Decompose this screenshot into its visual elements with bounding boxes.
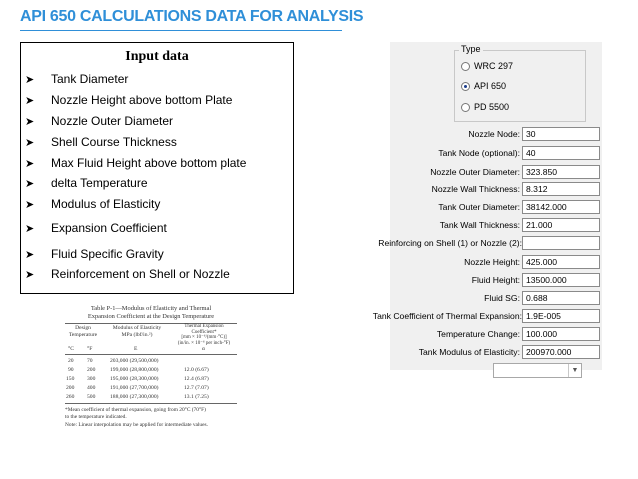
table-footnote: *Mean coefficient of thermal expansion, going from 20°C (70°F): [65, 407, 206, 413]
fluid-sg-label: Fluid SG:: [484, 293, 520, 303]
table-cell: 200: [87, 367, 96, 373]
table-cell: 200: [66, 385, 75, 391]
arrow-bullet-icon: ➤: [25, 74, 35, 86]
list-item: ➤ Shell Course Thickness: [25, 135, 177, 149]
list-item: ➤ Modulus of Elasticity: [25, 197, 161, 211]
table-cell: 12.0 (6.67): [184, 367, 209, 373]
nozzle-flex-dialog: [372, 42, 602, 374]
table-footnote: Note: Linear interpolation may be applied for intermediate values.: [65, 422, 208, 428]
table-cell: 90: [68, 367, 74, 373]
reinforcing-label: Reinforcing on Shell (1) or Nozzle (2):: [378, 238, 522, 248]
temperature-change-input[interactable]: 100.000: [522, 327, 600, 341]
arrow-bullet-icon: ➤: [25, 95, 35, 107]
radio-api650[interactable]: API 650: [461, 81, 506, 91]
table-cell: 12.4 (6.87): [184, 376, 209, 382]
list-item: ➤ Expansion Coefficient: [25, 221, 167, 235]
nozzle-node-input[interactable]: 30: [522, 127, 600, 141]
list-item: ➤ delta Temperature: [25, 176, 148, 190]
page-title: API 650 CALCULATIONS DATA FOR ANALYSIS: [20, 8, 364, 25]
arrow-bullet-icon: ➤: [25, 199, 35, 211]
arrow-bullet-icon: ➤: [25, 269, 35, 281]
tank-modulus-label: Tank Modulus of Elasticity:: [418, 347, 520, 357]
table-cell: 13.1 (7.25): [184, 394, 209, 400]
table-cell: 300: [87, 376, 96, 382]
unit-alpha: α: [202, 346, 205, 352]
chevron-down-icon[interactable]: ▼: [568, 364, 581, 377]
input-data-box: [20, 42, 294, 294]
radio-icon: [461, 62, 470, 71]
tank-wall-label: Tank Wall Thickness:: [439, 220, 520, 230]
table-cell: 500: [87, 394, 96, 400]
nozzle-height-label: Nozzle Height:: [464, 257, 520, 267]
title-underline: [20, 30, 342, 31]
list-item: ➤ Tank Diameter: [25, 72, 129, 86]
col-header-expansion: Thermal Expansion Coefficient* [mm × 10⁻⁶/(mm·°C)] (in/in. × 10⁻⁶ per inch-°F): [177, 324, 231, 346]
table-rule: [65, 403, 237, 404]
radio-wrc297[interactable]: WRC 297: [461, 61, 513, 71]
table-cell: 188,000 (27,300,000): [110, 394, 159, 400]
radio-pd5500[interactable]: PD 5500: [461, 102, 509, 112]
table-caption: Table P-1—Modulus of Elasticity and Thermal: [90, 305, 212, 312]
table-cell: 150: [66, 376, 75, 382]
radio-selected-icon: [461, 82, 470, 91]
table-cell: 195,000 (28,300,000): [110, 376, 159, 382]
nozzle-node-label: Nozzle Node:: [468, 129, 520, 139]
nozzle-od-input[interactable]: 323.850: [522, 165, 600, 179]
arrow-bullet-icon: ➤: [25, 158, 35, 170]
table-cell: 203,000 (29,500,000): [110, 358, 159, 364]
unit-e: E: [134, 346, 138, 352]
nozzle-height-input[interactable]: 425.000: [522, 255, 600, 269]
radio-icon: [461, 103, 470, 112]
list-item: ➤ Max Fluid Height above bottom plate: [25, 156, 247, 170]
list-item: ➤ Reinforcement on Shell or Nozzle: [25, 267, 230, 281]
thermal-expansion-input[interactable]: 1.9E-005: [522, 309, 600, 323]
nozzle-wall-input[interactable]: 8.312: [522, 182, 600, 196]
nozzle-wall-label: Nozzle Wall Thickness:: [431, 184, 520, 194]
list-item: ➤ Nozzle Height above bottom Plate: [25, 93, 233, 107]
tank-od-label: Tank Outer Diameter:: [438, 202, 520, 212]
tank-modulus-input[interactable]: 200970.000: [522, 345, 600, 359]
arrow-bullet-icon: ➤: [25, 223, 35, 235]
table-cell: 191,000 (27,700,000): [110, 385, 159, 391]
table-cell: 12.7 (7.07): [184, 385, 209, 391]
table-cell: 20: [68, 358, 74, 364]
unit-c: °C: [68, 346, 74, 352]
arrow-bullet-icon: ➤: [25, 137, 35, 149]
thermal-expansion-label: Tank Coefficient of Thermal Expansion:: [372, 311, 522, 321]
type-group: [454, 44, 586, 122]
unit-f: °F: [87, 346, 93, 352]
fluid-sg-input[interactable]: 0.688: [522, 291, 600, 305]
nozzle-od-label: Nozzle Outer Diameter:: [430, 167, 520, 177]
options-dropdown[interactable]: [493, 363, 582, 378]
arrow-bullet-icon: ➤: [25, 249, 35, 261]
list-item: ➤ Fluid Specific Gravity: [25, 247, 164, 261]
temperature-change-label: Temperature Change:: [436, 329, 520, 339]
arrow-bullet-icon: ➤: [25, 116, 35, 128]
tank-wall-input[interactable]: 21.000: [522, 218, 600, 232]
table-rule: [65, 354, 237, 355]
col-header-temperature: Design Temperature: [68, 325, 98, 338]
tank-node-input[interactable]: 40: [522, 146, 600, 160]
table-footnote: to the temperature indicated.: [65, 414, 127, 420]
table-cell: 260: [66, 394, 75, 400]
tank-od-input[interactable]: 38142.000: [522, 200, 600, 214]
col-header-modulus: Modulus of Elasticity MPa (lbf/in.²): [112, 325, 162, 338]
table-cell: 70: [87, 358, 93, 364]
reinforcing-input[interactable]: [522, 236, 600, 250]
arrow-bullet-icon: ➤: [25, 178, 35, 190]
table-cell: 199,000 (28,800,000): [110, 367, 159, 373]
modulus-expansion-table: [62, 305, 240, 440]
table-caption-line2: Expansion Coefficient at the Design Temperature: [87, 313, 215, 320]
input-data-heading: Input data: [125, 49, 189, 64]
table-cell: 400: [87, 385, 96, 391]
tank-node-label: Tank Node (optional):: [438, 148, 520, 158]
list-item: ➤ Nozzle Outer Diameter: [25, 114, 174, 128]
type-group-label: Type: [461, 44, 481, 54]
fluid-height-label: Fluid Height:: [471, 275, 520, 285]
fluid-height-input[interactable]: 13500.000: [522, 273, 600, 287]
